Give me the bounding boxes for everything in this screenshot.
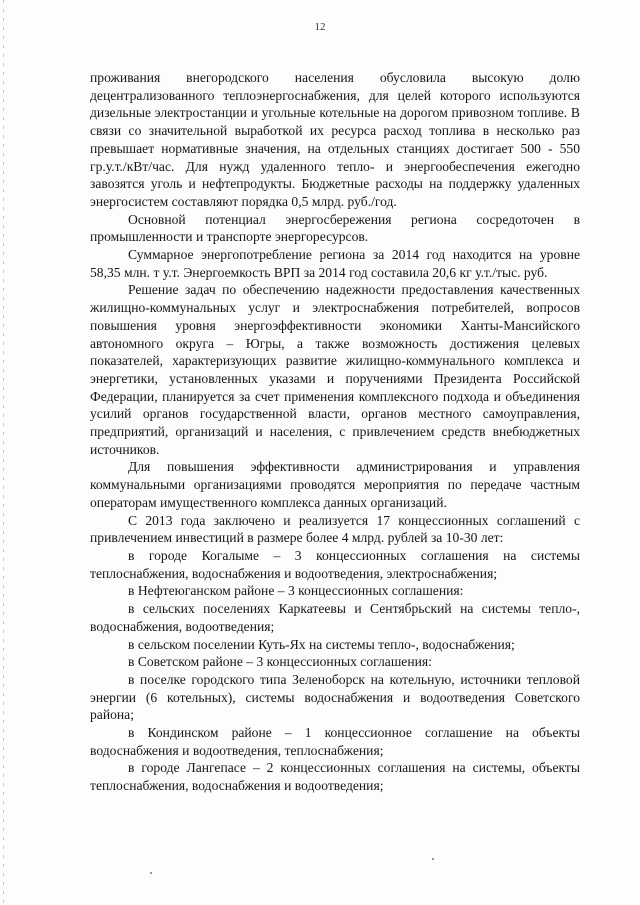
list-item-sovetsky: в Советском районе – 3 концессионных соглашения: bbox=[128, 654, 432, 670]
list-item-karkateevy: в сельских поселениях Каркатеевы и Сентябрьский на системы тепло-, водоснабжения, водоотведения; bbox=[90, 601, 580, 634]
scan-speck bbox=[432, 858, 434, 860]
paragraph-3: Суммарное энергопотребление региона за 2014 год находится на уровне 58,35 млн. т у.т. Энергоемкость ВРП за 2014 год составила 20,6 кг у.т./тыс. руб. bbox=[90, 247, 580, 280]
list-item-kut-yakh: в сельском поселении Куть-Ях на системы тепло-, водоснабжения; bbox=[128, 636, 515, 652]
scan-edge-line bbox=[3, 0, 4, 905]
list-item-kogalym: в городе Когалыме – 3 концессионных соглашения на системы теплоснабжения, водоснабжения и водоотведения, электроснабжения; bbox=[90, 547, 580, 581]
scan-speck bbox=[150, 872, 152, 874]
body-text bbox=[90, 69, 580, 795]
page-number: 12 bbox=[314, 21, 326, 33]
paragraph-1: проживания внегородского населения обусловила высокую долю децентрализованного теплоэнергоснабжения, для целей которого используются дизельные электростанции и угольные котельные на дорогом привозном топливе. В связи со значительной выработкой их ресурса расход топлива в несколько раз превышает нормативные значения, на отдельных станциях достигает 500 - 550 гр.у.т./кВт/час. Для нужд удаленного тепло- и энергообеспечения ежегодно завозятся уголь и нефтепродукты. Бюджетные расходы на поддержку удаленных энергосистем составляют порядка 0,5 млрд. руб./год. bbox=[90, 70, 580, 209]
list-item-nefteyugansk: в Нефтеюганском районе – 3 концессионных соглашения: bbox=[128, 583, 464, 599]
paragraph-4: Решение задач по обеспечению надежности предоставления качественных жилищно-коммунальных услуг и электроснабжения потребителей, вопросов повышения уровня энергоэффективности экономики Ханты-Мансийского автономного округа – Югры, а также возможность достижения целевых показателей, характеризующих развитие жилищно-коммунального комплекса и энергетики, установленных указами и поручениями Президента Российской Федерации, планируется за счет применения комплексного подхода и объединения усилий органов государственной власти, органов местного самоуправления, предприятий, организаций и населения, с привлечением средств внебюджетных источников. bbox=[90, 282, 580, 457]
list-item-zelenoborsk: в поселке городского типа Зеленоборск на котельную, источники тепловой энергии (6 котельных), системы водоснабжения и водоотведения Советского района; bbox=[90, 671, 580, 723]
paragraph-6: С 2013 года заключено и реализуется 17 концессионных соглашений с привлечением инвестиций в размере более 4 млрд. рублей за 10-30 лет: bbox=[90, 512, 580, 546]
list-item-kondinsky: в Кондинском районе – 1 концессионное соглашение на объекты водоснабжения и водоотведения, теплоснабжения; bbox=[90, 725, 580, 758]
list-item-langepas: в городе Лангепасе – 2 концессионных соглашения на системы, объекты теплоснабжения, водоснабжения и водоотведения; bbox=[90, 760, 580, 794]
paragraph-2: Основной потенциал энергосбережения региона сосредоточен в промышленности и транспорте энергоресурсов. bbox=[90, 211, 580, 245]
paragraph-5: Для повышения эффективности администрирования и управления коммунальными организациями проводятся мероприятия по передаче частным операторам имущественного комплекса данных организаций. bbox=[90, 459, 580, 510]
